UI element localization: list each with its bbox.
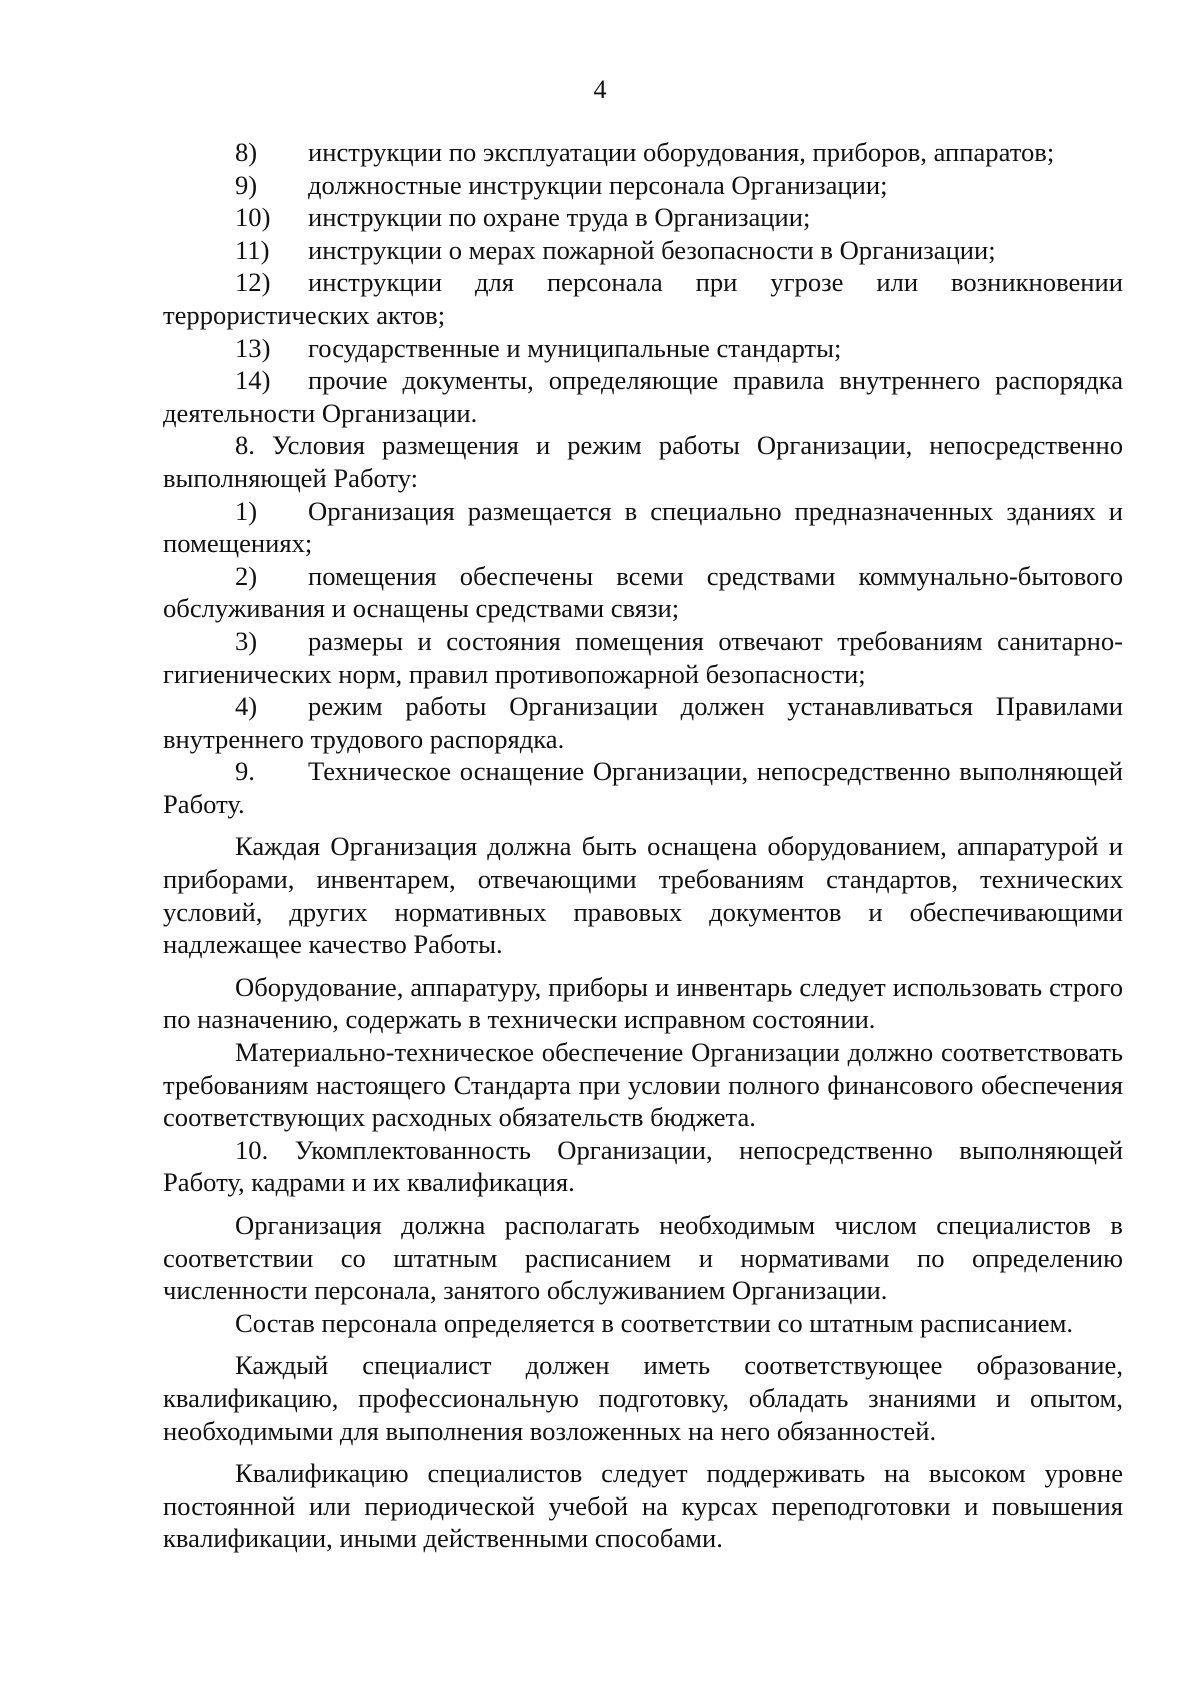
section-heading-8: 8. Условия размещения и режим работы Организации, непосредственно выполняющей Работу: [163,430,1123,493]
paragraph: Состав персонала определяется в соответствии со штатным расписанием. [235,1307,1074,1338]
paragraph: Организация должна располагать необходимым числом специалистов в соответствии со штатным расписанием и нормативами по определению численности персонала, занятого обслуживанием Организации. [163,1210,1123,1306]
list-item-number: 13) [235,332,271,363]
list-item [163,625,1123,690]
list-item [163,364,1123,429]
list-item [163,332,1123,365]
list-item [163,201,1123,234]
list-item-number: 9) [235,169,258,200]
list-item-number: 3) [235,625,258,656]
list-item-text: инструкции по эксплуатации оборудования, приборов, аппаратов; [308,137,1055,167]
list-item-number: 14) [235,365,271,396]
section-heading-text: Техническое оснащение Организации, непосредственно выполняющей Работу. [163,756,1123,819]
list-item [163,234,1123,267]
list-item-number: 8) [235,137,258,167]
list-item-text: помещения обеспечены всеми средствами коммунально-бытового обслуживания и оснащены средствами связи; [163,560,1123,624]
list-item-text: прочие документы, определяющие правила внутреннего распорядка деятельности Организации. [163,365,1123,428]
paragraph: Оборудование, аппаратуру, приборы и инвентарь следует использовать строго по назначению, содержать в технически исправном состоянии. [163,971,1123,1035]
list-item [163,169,1123,202]
list-item-number: 1) [235,495,258,526]
list-item-text: режим работы Организации должен устанавливаться Правилами внутреннего трудового распорядка. [163,691,1123,754]
section-heading-10: 10. Укомплектованность Организации, непосредственно выполняющей Работу, кадрами и их квалификация. [163,1134,1123,1198]
list-item [163,495,1123,560]
list-item-text: инструкции о мерах пожарной безопасности в Организации; [308,234,996,265]
page-number: 4 [593,75,607,104]
list-item-text: инструкции для персонала при угрозе или возникновении террористических актов; [163,267,1123,330]
list-item-text: государственные и муниципальные стандарты; [308,332,842,363]
section-number: 9. [235,756,255,787]
paragraph: Каждый специалист должен иметь соответствующее образование, квалификацию, профессиональную подготовку, обладать знаниями и опытом, необходимыми для выполнения возложенных на него обязанностей. [163,1350,1123,1446]
paragraph: Каждая Организация должна быть оснащена оборудованием, аппаратурой и приборами, инвентарем, отвечающими требованиям стандартов, технических условий, других нормативных правовых документов и обеспечивающими надлежащее качество Работы. [163,831,1123,960]
list-item-text: должностные инструкции персонала Организации; [308,169,888,200]
list-item-number: 10) [235,202,271,233]
list-item-number: 2) [235,560,258,591]
document-body [163,136,1123,1555]
list-item-number: 12) [235,267,271,298]
list-item-text: инструкции по охране труда в Организации; [308,202,811,233]
list-item-number: 4) [235,691,258,722]
section-heading-9 [163,755,1123,820]
list-item-number: 11) [235,234,270,265]
paragraph: Квалификацию специалистов следует поддерживать на высоком уровне постоянной или периодической учебой на курсах переподготовки и повышения квалификации, иными действенными способами. [163,1458,1123,1554]
list-item [163,266,1123,331]
list-item-text: Организация размещается в специально предназначенных зданиях и помещениях; [163,495,1123,559]
list-item [163,136,1123,169]
list-item [163,560,1123,625]
list-item-text: размеры и состояния помещения отвечают требованиям санитарно-гигиенических норм, правил противопожарной безопасности; [163,625,1123,689]
paragraph: Материально-техническое обеспечение Организации должно соответствовать требованиям настоящего Стандарта при условии полного финансового обеспечения соответствующих расходных обязательств бюджета. [163,1037,1123,1133]
list-item [163,690,1123,755]
